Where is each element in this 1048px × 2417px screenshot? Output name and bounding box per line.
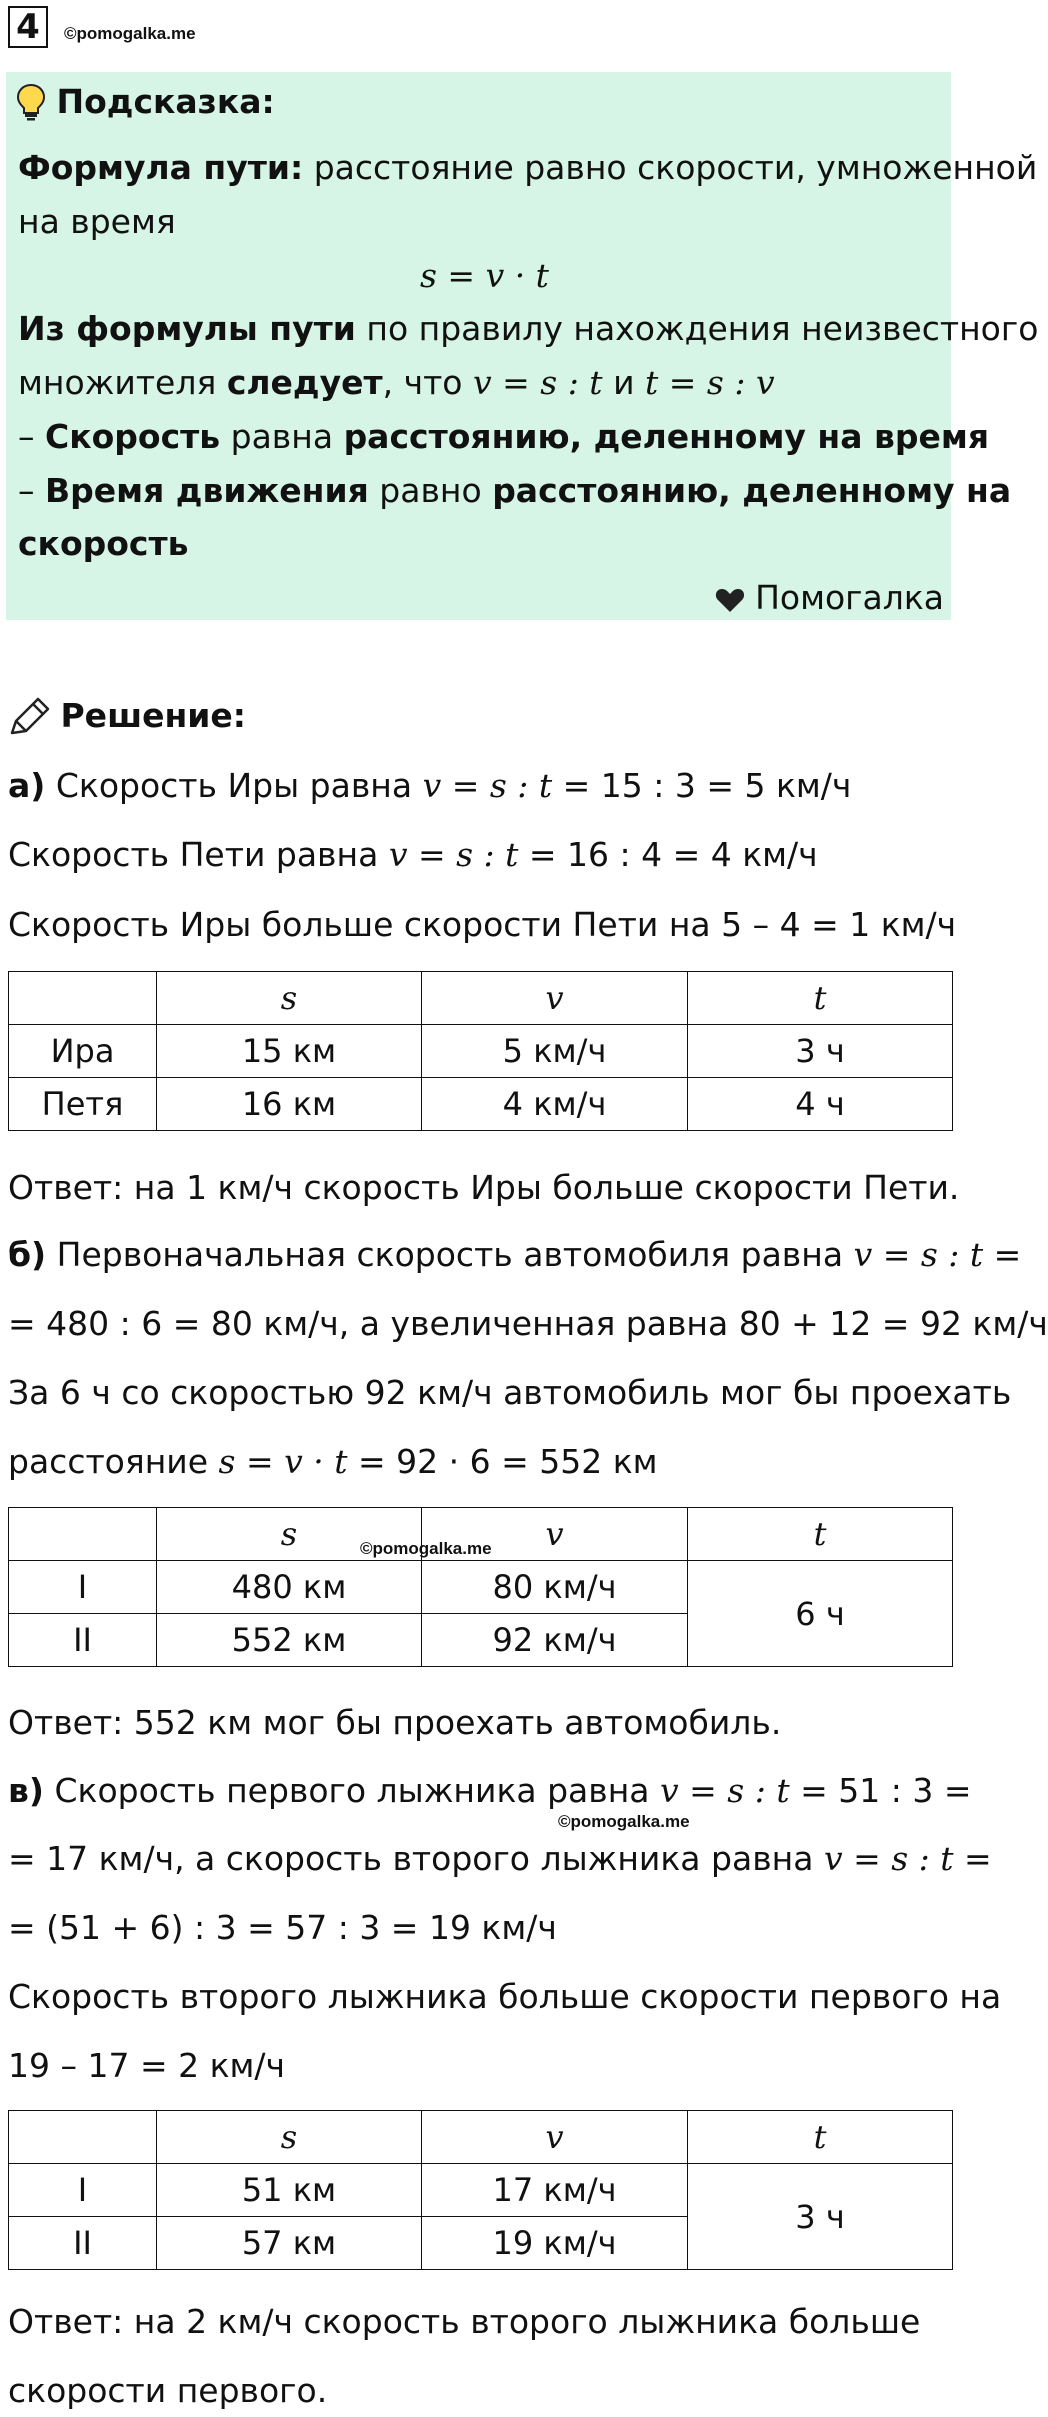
part-a-line-2 bbox=[8, 835, 818, 875]
table-a bbox=[8, 971, 953, 1131]
formula: v = s : t bbox=[660, 1771, 790, 1810]
hint-title-row bbox=[16, 82, 275, 122]
part-b-line-2: = 480 : 6 = 80 км/ч, а увеличенная равна 80 + 12 = 92 км/ч bbox=[8, 1304, 1048, 1343]
rule1-text: равна bbox=[230, 417, 334, 456]
table-cell: I bbox=[9, 2164, 157, 2217]
header-cell bbox=[9, 972, 157, 1025]
table-cell: 57 км bbox=[157, 2217, 422, 2270]
part-b-line-3: За 6 ч со скоростью 92 км/ч автомобиль мог бы проехать bbox=[8, 1373, 1012, 1412]
formula: v = s : t bbox=[823, 1839, 954, 1878]
formula-t: t = s : v bbox=[645, 363, 775, 402]
calc: = 16 : 4 = 4 км/ч bbox=[528, 835, 818, 874]
hint-rule-2 bbox=[18, 471, 1011, 511]
formula-v: v = s : t bbox=[473, 363, 603, 402]
text: Скорость Пети равна bbox=[8, 835, 379, 874]
header-cell: s bbox=[157, 1508, 422, 1561]
table-cell: 80 км/ч bbox=[422, 1561, 688, 1614]
follows: следует bbox=[226, 363, 383, 402]
solution-title-row bbox=[8, 696, 246, 737]
watermark-lower: ©pomogalka.me bbox=[558, 1812, 690, 1831]
from-bold: Из формулы пути bbox=[18, 309, 356, 348]
header-cell bbox=[9, 2111, 157, 2164]
text: = 17 км/ч, а скорость второго лыжника равна bbox=[8, 1839, 814, 1878]
part-c-line-4: Скорость второго лыжника больше скорости первого на bbox=[8, 1977, 1002, 2016]
eq: = bbox=[993, 1235, 1022, 1274]
table-cell: 17 км/ч bbox=[422, 2164, 688, 2217]
table-cell: II bbox=[9, 1614, 157, 1667]
part-c-line-1 bbox=[8, 1771, 971, 1811]
table-row bbox=[9, 1561, 953, 1614]
part-b-line-4 bbox=[8, 1442, 658, 1482]
lightbulb-icon bbox=[16, 83, 46, 121]
table-cell: 92 км/ч bbox=[422, 1614, 688, 1667]
part-a-answer: Ответ: на 1 км/ч скорость Иры больше скорости Пети. bbox=[8, 1168, 960, 1207]
table-cell: 4 ч bbox=[688, 1078, 953, 1131]
and-word: и bbox=[613, 363, 635, 402]
hint-multiplier-line bbox=[18, 363, 775, 403]
table-cell: Петя bbox=[9, 1078, 157, 1131]
table-row bbox=[9, 2164, 953, 2217]
rule2-bold2: расстоянию, деленному на bbox=[492, 471, 1012, 510]
pencil-icon bbox=[8, 697, 50, 737]
calc: = 51 : 3 = bbox=[800, 1771, 972, 1810]
part-a-line-1 bbox=[8, 766, 851, 806]
part-c-label: в) bbox=[8, 1771, 44, 1810]
part-c-answer-1: Ответ: на 2 км/ч скорость второго лыжника больше bbox=[8, 2302, 921, 2341]
part-c-line-5: 19 – 17 = 2 км/ч bbox=[8, 2046, 286, 2085]
brand-name: Помогалка bbox=[755, 578, 944, 617]
table-c bbox=[8, 2110, 953, 2270]
table-cell: 51 км bbox=[157, 2164, 422, 2217]
eq: = bbox=[964, 1839, 992, 1878]
watermark-top: ©pomogalka.me bbox=[64, 24, 196, 43]
from-text: по правилу нахождения неизвестного bbox=[366, 309, 1039, 348]
rule2-bold3: скорость bbox=[18, 524, 189, 563]
hint-formula-line bbox=[18, 148, 1037, 188]
table-b bbox=[8, 1507, 953, 1667]
hint-formula-line-2: на время bbox=[18, 202, 176, 241]
table-cell: II bbox=[9, 2217, 157, 2270]
formula: s = v · t bbox=[218, 1442, 348, 1481]
hint-brand bbox=[715, 578, 944, 618]
header-cell: t bbox=[688, 2111, 953, 2164]
hint-rule-2-cont bbox=[18, 524, 188, 564]
formula-text: расстояние равно скорости, умноженной bbox=[313, 148, 1038, 187]
header-cell: s bbox=[157, 2111, 422, 2164]
solution-title: Решение: bbox=[60, 696, 246, 735]
table-cell: 552 км bbox=[157, 1614, 422, 1667]
table-row bbox=[9, 1025, 953, 1078]
formula: v = s : t bbox=[422, 766, 553, 805]
part-c-line-2 bbox=[8, 1839, 992, 1879]
table-cell: 3 ч bbox=[688, 1025, 953, 1078]
formula-title: Формула пути: bbox=[18, 148, 304, 187]
rule1-bold: Скорость bbox=[45, 417, 221, 456]
calc: = 15 : 3 = 5 км/ч bbox=[562, 766, 852, 805]
text: расстояние bbox=[8, 1442, 209, 1481]
rule2-bold: Время движения bbox=[45, 471, 369, 510]
table-cell: 5 км/ч bbox=[422, 1025, 688, 1078]
formula: v = s : t bbox=[388, 835, 519, 874]
that: , что bbox=[382, 363, 463, 402]
header-cell: t bbox=[688, 972, 953, 1025]
part-a-label: а) bbox=[8, 766, 46, 805]
mult-text: множителя bbox=[18, 363, 217, 402]
header-cell: v bbox=[422, 1508, 688, 1561]
table-cell: Ира bbox=[9, 1025, 157, 1078]
hint-rule-1 bbox=[18, 417, 989, 457]
header-cell bbox=[9, 1508, 157, 1561]
part-c-line-3: = (51 + 6) : 3 = 57 : 3 = 19 км/ч bbox=[8, 1908, 557, 1947]
hint-from-line bbox=[18, 309, 1038, 349]
part-a-line-3: Скорость Иры больше скорости Пети на 5 – 4 = 1 км/ч bbox=[8, 905, 957, 944]
dash: – bbox=[18, 471, 35, 510]
table-cell: 15 км bbox=[157, 1025, 422, 1078]
table-cell-merged: 6 ч bbox=[688, 1561, 953, 1667]
table-cell: 4 км/ч bbox=[422, 1078, 688, 1131]
table-row bbox=[9, 1078, 953, 1131]
table-cell: 16 км bbox=[157, 1078, 422, 1131]
rule2-text: равно bbox=[379, 471, 482, 510]
formula: v = s : t bbox=[853, 1235, 984, 1274]
header-cell: t bbox=[688, 1508, 953, 1561]
header-cell: v bbox=[422, 2111, 688, 2164]
part-b-answer: Ответ: 552 км мог бы проехать автомобиль. bbox=[8, 1703, 782, 1742]
table-cell: 480 км bbox=[157, 1561, 422, 1614]
rule1-bold2: расстоянию, деленному на время bbox=[343, 417, 990, 456]
part-b-line-1 bbox=[8, 1235, 1021, 1275]
table-header-row bbox=[9, 2111, 953, 2164]
hint-formula: s = v · t bbox=[420, 256, 549, 295]
table-cell: 19 км/ч bbox=[422, 2217, 688, 2270]
dash: – bbox=[18, 417, 35, 456]
heart-icon bbox=[715, 587, 745, 613]
hint-title: Подсказка: bbox=[56, 82, 275, 121]
text: Скорость Иры равна bbox=[55, 766, 413, 805]
part-b-label: б) bbox=[8, 1235, 47, 1274]
text: Скорость первого лыжника равна bbox=[54, 1771, 650, 1810]
table-cell-merged: 3 ч bbox=[688, 2164, 953, 2270]
table-cell: I bbox=[9, 1561, 157, 1614]
watermark-middle: ©pomogalka.me bbox=[360, 1539, 492, 1558]
calc: = 92 · 6 = 552 км bbox=[358, 1442, 658, 1481]
text: Первоначальная скорость автомобиля равна bbox=[56, 1235, 844, 1274]
header-cell: s bbox=[157, 972, 422, 1025]
task-number: 4 bbox=[8, 6, 48, 48]
table-header-row bbox=[9, 972, 953, 1025]
header-cell: v bbox=[422, 972, 688, 1025]
part-c-answer-2: скорости первого. bbox=[8, 2371, 328, 2410]
